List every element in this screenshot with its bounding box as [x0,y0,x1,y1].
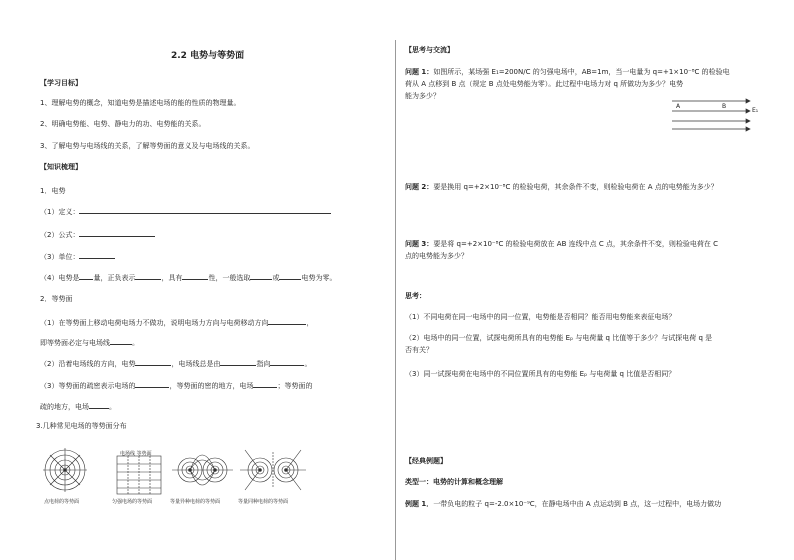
discussion-heading: 【思考与交流】 [405,46,454,54]
blank [279,272,301,280]
figure-legend-label: 电场线 等势面 [120,451,152,457]
section-1-title: 1．电势 [40,187,66,195]
blank [79,272,93,280]
text-part: 即等势面必定与电场线 [40,339,110,347]
blank [268,317,306,325]
potential-properties-line [40,272,336,283]
text-part: 一带负电的粒子 q=-2.0×10⁻⁹C，在静电场中由 A 点运动到 B 点，这一过程中，电场力做功 [433,500,722,508]
text-part: （1）在等势面上移动电荷电场力不做功，说明电场力方向与电荷移动方向 [40,319,269,327]
problem-3-line1 [405,240,718,249]
uniform-field-diagram [670,98,770,132]
goals-heading: 【学习目标】 [40,79,82,87]
formula-line [40,229,155,240]
blank [250,272,272,280]
text-part: 性，一般选取 [208,274,251,282]
field-e1-label: E₁ [752,107,759,114]
text-part: 。 [132,339,139,347]
text-part: ，具有 [161,274,183,282]
knowledge-heading: 【知识梳理】 [40,163,82,171]
text-part: ，等势面的密的地方，电场 [169,382,254,390]
formula-label: （2）公式： [40,231,80,239]
blank [110,337,132,345]
formula-blank [79,229,155,237]
problem-label: 问题 1： [405,68,434,76]
blank [220,358,256,366]
problem-2 [405,183,718,192]
blank [270,358,304,366]
goal-3: 3、了解电势与电场线的关系，了解等势面的意义及与电场线的关系。 [40,142,255,150]
unit-blank [79,251,115,259]
think-2-line1: （2）电场中的同一位置，试探电荷所具有的电势能 Eₚ 与电荷量 q 比值等于多少？与试探电荷 q 是 [405,334,713,342]
blank [253,380,277,388]
unlike-charges-figure [172,455,233,485]
think-1: （1）不同电荷在同一电场中的同一位置，电势能是否相同？能否用电势能来表征电场？ [405,313,676,321]
uniform-field-figure [117,456,161,494]
equipotential-q3-line1 [40,380,312,391]
equipotential-figures [40,440,310,505]
text-part: 。 [109,403,116,411]
caption-point-charge: 点电荷的等势面 [44,499,80,505]
text-part: ，电场线总是由 [171,360,221,368]
equipotential-q2-line [40,358,311,369]
text-part: （2）沿着电场线的方向，电势 [40,360,136,368]
definition-line [40,206,331,217]
caption-like-charges: 等量同种电荷的等势面 [238,499,289,505]
problem-label: 问题 2： [405,183,434,191]
think-2-line2: 否有关？ [405,346,433,354]
unit-line [40,251,115,262]
text-part: ；等势面的 [277,382,313,390]
page-title: 2.2 电势与等势面 [171,51,245,61]
point-b-label: B [722,103,727,110]
caption-unlike-charges: 等量异种电荷的等势面 [170,499,221,505]
blank [135,272,161,280]
definition-blank [79,206,331,214]
goal-1: 1、理解电势的概念，知道电势是描述电场的能的性质的物理量。 [40,99,241,107]
point-charge-figure [43,448,87,492]
blank [89,401,109,409]
problem-3-line2: 点的电势能为多少？ [405,252,468,260]
problem-1-line3: 能为多少？ [405,92,440,100]
text-part: ， [306,319,314,327]
text-part: 指向 [256,360,271,368]
text-part: 或 [272,274,280,282]
like-charges-figure [240,450,306,490]
example-1-line1 [405,500,721,509]
text-part: 电势为零。 [301,274,337,282]
text-part: 要是换用 q=+2×10⁻⁸C 的检验电荷，其余条件不变，则检验电荷在 A 点的电势能为多少？ [433,183,718,191]
definition-label: （1）定义： [40,208,80,216]
blank [135,358,171,366]
examples-heading: 【经典例题】 [405,457,447,465]
think-3: （3）同一试探电荷在电场中的不同位置所具有的电势能 Eₚ 与电荷量 q 比值是否相同？ [405,370,676,378]
column-divider [395,40,396,560]
equipotential-q1-line2 [40,337,139,348]
type-1-heading: 类型一：电势的计算和概念理解 [405,478,503,486]
text-part: 量，正负表示 [93,274,136,282]
problem-label: 问题 3： [405,240,434,248]
blank [135,380,169,388]
unit-label: （3）单位： [40,253,80,261]
equipotential-q1-line1 [40,317,313,328]
caption-uniform-field: 匀强电场的等势面 [112,499,153,505]
example-label: 例题 1． [405,500,434,508]
goal-2: 2、明确电势能、电势、静电力的功、电势能的关系。 [40,120,206,128]
problem-1-line2: 荷从 A 点移到 B 点（规定 B 点处电势能为零）。此过程中电场力对 q 所做功为多少？电势 [405,80,684,88]
text-part: （4）电势是 [40,274,80,282]
text-part: （3）等势面的疏密表示电场的 [40,382,136,390]
text-part: 疏的地方，电场 [40,403,89,411]
equipotential-q3-line2 [40,401,116,412]
problem-1-line1 [405,68,730,77]
section-3-title: 3.几种常见电场的等势面分布 [36,422,127,430]
text-part: 如图所示，某场强 E₁=200N/C 的匀强电场中，AB=1m，当一电量为 q=+1×10⁻⁸C 的检验电 [433,68,730,76]
text-part: 要是将 q=+2×10⁻⁸C 的检验电荷放在 AB 连线中点 C 点，其余条件不变，则检验电荷在 C [433,240,719,248]
think-heading: 思考： [405,292,426,300]
text-part: 。 [304,360,312,368]
blank [182,272,208,280]
point-a-label: A [676,103,681,110]
section-2-title: 2．等势面 [40,295,73,303]
